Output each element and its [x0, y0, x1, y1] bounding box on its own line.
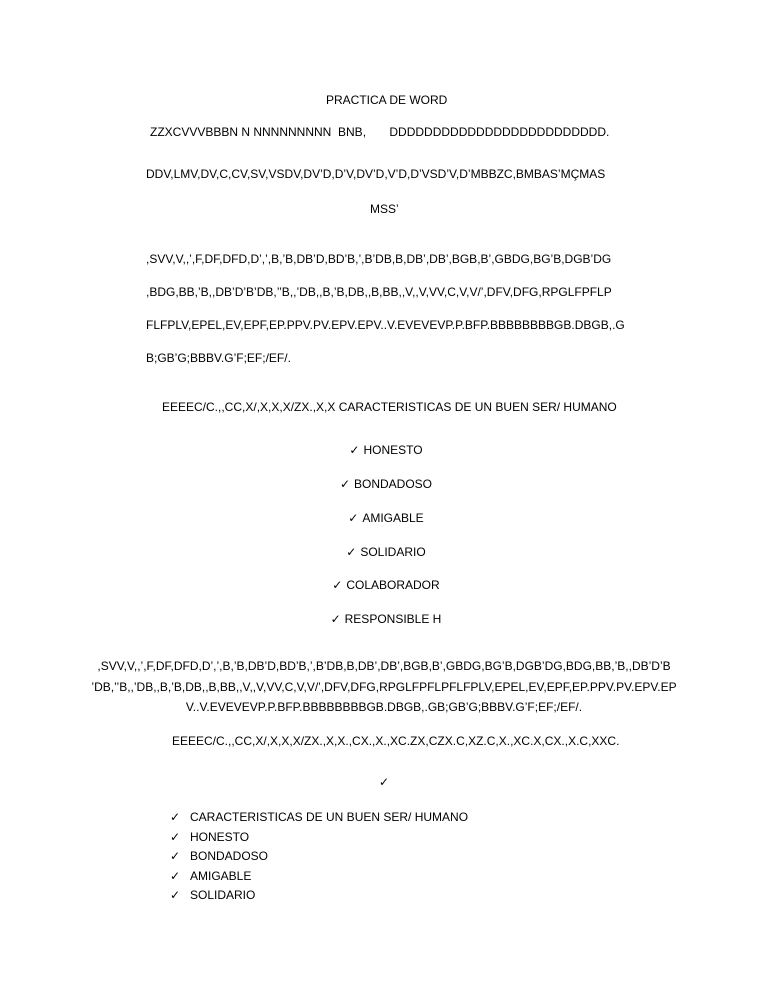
- paragraph-1-line: ,BDG,BB,’B,,DB’D’B’DB,’’B,,’DB,,B,’B,DB,,B,BB,,V,,V,VV,C,V,V/’,DFV,DFG,RPGLFPFLP: [146, 285, 612, 299]
- checkmark-icon: ✓: [170, 849, 181, 863]
- checkmark-icon: ✓: [330, 612, 341, 626]
- empty-list-item: [0, 774, 768, 790]
- checkmark-icon: ✓: [332, 578, 343, 592]
- text-line-1: ZZXCVVVBBBN N NNNNNNNNN BNB, DDDDDDDDDDDDDDDDDDDDDDDDD.: [150, 125, 610, 139]
- center-list-item: ✓ SOLIDARIO: [0, 544, 768, 560]
- paragraph-2-line: V..V.EVEVEVP.P.BFP.BBBBBBBBGB.DBGB,.GB;GB’G;BBBV.G’F;EF;/EF/.: [185, 700, 583, 714]
- paragraph-1-line: B;GB’G;BBBV.G’F;EF;/EF/.: [146, 351, 291, 365]
- list-item: ✓ BONDADOSO: [170, 847, 468, 867]
- checkmark-icon: ✓: [346, 545, 357, 559]
- list-item: ✓ AMIGABLE: [170, 867, 468, 887]
- text-line-3: MSS’: [370, 202, 399, 216]
- text-line-5: EEEEC/C.,,CC,X/,X,X,X/ZX.,X,X.,CX.,X.,XC.ZX,CZX.C,XZ.C,X.,XC.X,CX.,X.C,XXC.: [172, 734, 620, 748]
- checkmark-icon: ✓: [170, 868, 181, 883]
- list-item: ✓ HONESTO: [170, 828, 468, 848]
- checkmark-icon: ✓: [170, 888, 181, 902]
- list-item: ✓ SOLIDARIO: [170, 886, 468, 906]
- checkmark-icon: ✓: [348, 511, 359, 525]
- document-title: PRACTICA DE WORD: [326, 93, 448, 107]
- list-item: ✓ CARACTERISTICAS DE UN BUEN SER/ HUMANO: [170, 808, 468, 828]
- center-list-item: ✓ AMIGABLE: [0, 510, 768, 526]
- text-line-2: DDV,LMV,DV,C,CV,SV,VSDV,DV’D,D’V,DV’D,V’D,D’VSD’V,D’MBBZC,BMBAS’MÇMAS: [146, 167, 606, 181]
- center-list-item: ✓ BONDADOSO: [0, 476, 768, 492]
- center-list-item: ✓ HONESTO: [0, 442, 768, 458]
- checkmark-icon: ✓: [378, 775, 390, 789]
- paragraph-1-line: FLFPLV,EPEL,EV,EPF,EP.PPV.PV.EPV.EPV..V.EVEVEVP.P.BFP.BBBBBBBBGB.DBGB,.G: [146, 318, 625, 332]
- center-list-item: ✓ COLABORADOR: [0, 577, 768, 593]
- paragraph-2-line: ,SVV,V,,’,F,DF,DFD,D’,’,B,’B,DB’D,BD’B,’,B’DB,B,DB’,DB’,BGB,B’,GBDG,BG’B,DGB’DG,BDG,BB,’B,,DB’D’B: [97, 659, 671, 673]
- text-line-4: EEEEC/C.,,CC,X/,X,X,X/ZX.,X,X CARACTERISTICAS DE UN BUEN SER/ HUMANO: [162, 400, 617, 414]
- checkmark-icon: ✓: [170, 810, 181, 824]
- center-list-item: ✓ RESPONSIBLE H: [0, 611, 768, 627]
- paragraph-2-line: ’DB,’’B,,’DB,,B,’B,DB,,B,BB,,V,,V,VV,C,V,V/’,DFV,DFG,RPGLFPFLPFLFPLV,EPEL,EV,EPF,EP.PPV.PV.EPV.EP: [91, 680, 677, 694]
- bottom-bullet-list: [170, 808, 468, 906]
- checkmark-icon: ✓: [349, 443, 360, 457]
- paragraph-1-line: ,SVV,V,,’,F,DF,DFD,D’,’,B,’B,DB’D,BD’B,’,B’DB,B,DB’,DB’,BGB,B’,GBDG,BG’B,DGB’DG: [146, 252, 612, 266]
- checkmark-icon: ✓: [170, 829, 181, 844]
- checkmark-icon: ✓: [339, 477, 351, 491]
